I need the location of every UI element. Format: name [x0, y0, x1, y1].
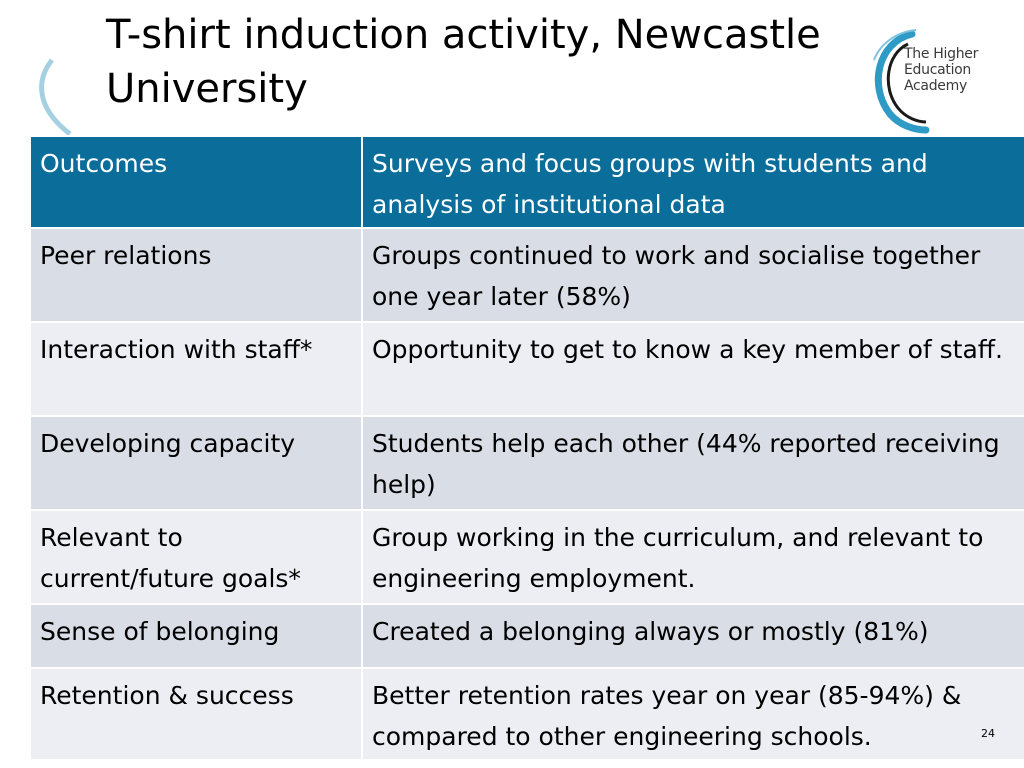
- table-row: [30, 416, 1024, 510]
- outcome-cell: Sense of belonging: [30, 604, 362, 668]
- hea-logo: [866, 26, 984, 138]
- evidence-cell: Opportunity to get to know a key member of staff.: [362, 322, 1024, 416]
- outcome-cell: Interaction with staff*: [30, 322, 362, 416]
- evidence-cell: Better retention rates year on year (85-94%) & compared to other engineering schools.: [362, 668, 1024, 760]
- decorative-swoosh-icon: [30, 56, 80, 136]
- logo-text-line-3: Academy: [904, 78, 967, 94]
- title-line-2: University: [106, 66, 308, 112]
- table-row: [30, 228, 1024, 322]
- evidence-cell: Groups continued to work and socialise together one year later (58%): [362, 228, 1024, 322]
- outcome-cell: Developing capacity: [30, 416, 362, 510]
- page-number: 24: [981, 727, 995, 740]
- logo-text-line-1: The Higher: [904, 46, 979, 62]
- outcome-cell: Relevant to current/future goals*: [30, 510, 362, 604]
- outcomes-table: [29, 135, 1024, 761]
- header-cell-evidence: Surveys and focus groups with students and analysis of institutional data: [362, 136, 1024, 228]
- evidence-cell: Created a belonging always or mostly (81%): [362, 604, 1024, 668]
- header-cell-outcomes: Outcomes: [30, 136, 362, 228]
- outcome-cell: Retention & success: [30, 668, 362, 760]
- logo-text-line-2: Education: [904, 62, 971, 78]
- title-line-1: T-shirt induction activity, Newcastle: [106, 12, 821, 58]
- table-row: [30, 604, 1024, 668]
- table-row: [30, 510, 1024, 604]
- evidence-cell: Group working in the curriculum, and relevant to engineering employment.: [362, 510, 1024, 604]
- table-header-row: [30, 136, 1024, 228]
- outcome-cell: Peer relations: [30, 228, 362, 322]
- table-row: [30, 668, 1024, 760]
- evidence-cell: Students help each other (44% reported receiving help): [362, 416, 1024, 510]
- page-title: [106, 8, 866, 116]
- table-row: [30, 322, 1024, 416]
